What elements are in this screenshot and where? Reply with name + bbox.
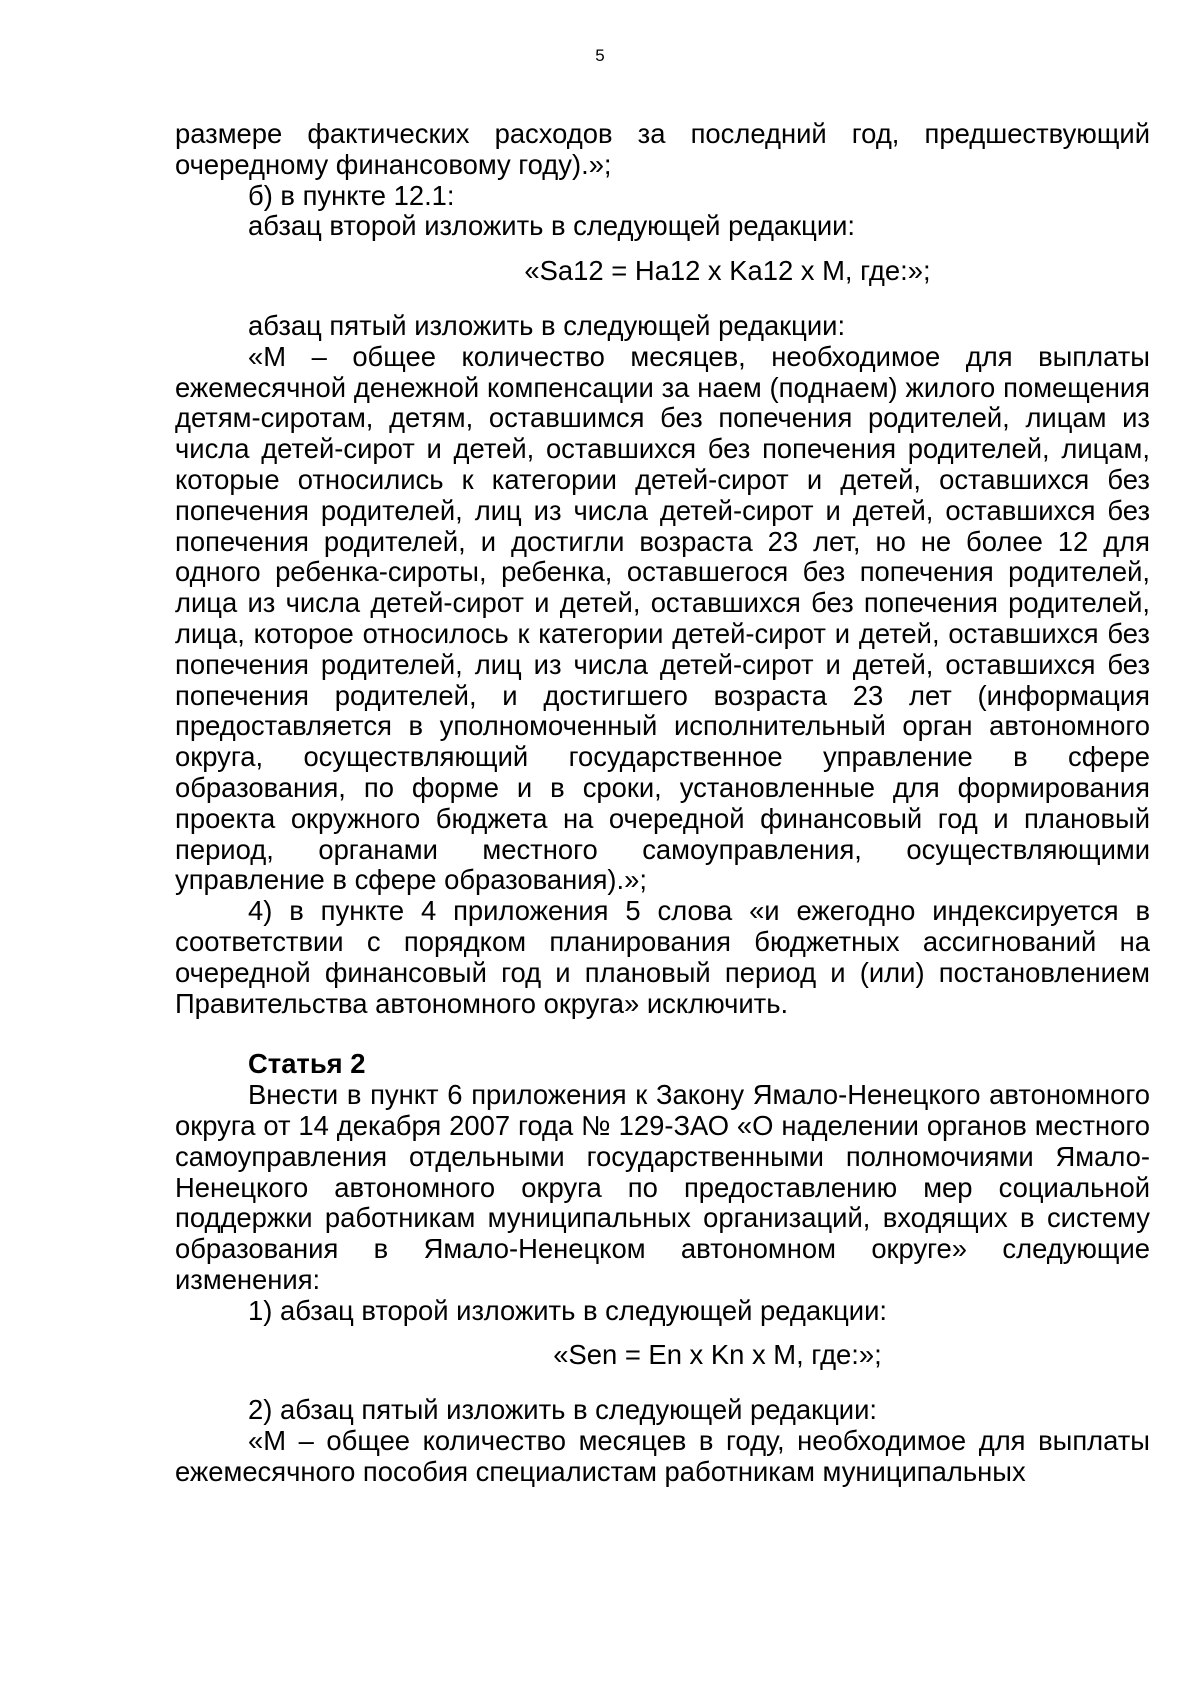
- paragraph-item-b: б) в пункте 12.1:: [248, 179, 455, 211]
- document-body: [175, 119, 1150, 1488]
- paragraph-instruction: абзац второй изложить в следующей редакции:: [248, 210, 856, 242]
- paragraph-article-2-intro: Внести в пункт 6 приложения к Закону Ямало-Ненецкого автономного округа от 14 декабря 2007 года № 129-ЗАО «О наделении органов местного самоуправления отдельными государственными полномочиями Ямало-Ненецкого автономного округа по предоставлению мер социальной поддержки работникам муниципальных организаций, входящих в систему образования в Ямало-Ненецком автономном округе» следующие изменения:: [175, 1079, 1150, 1295]
- paragraph-continuation: размере фактических расходов за последний год, предшествующий очередному финансовому году).»;: [175, 118, 1150, 180]
- formula-sen: «Sen = En x Kn x M, где:»;: [553, 1339, 882, 1371]
- formula-sa12: «Sa12 = Ha12 x Ka12 x M, где:»;: [524, 255, 931, 287]
- page-number: 5: [595, 46, 605, 65]
- paragraph-definition-m: «М – общее количество месяцев, необходимое для выплаты ежемесячной денежной компенсации за наем (поднаем) жилого помещения детям-сиротам, детям, оставшимся без попечения родителей, лицам из числа детей-сирот и детей, оставшихся без попечения родителей, лицам, которые относились к категории детей-сирот и детей, оставшихся без попечения родителей, лиц из числа детей-сирот и детей, оставшихся без попечения родителей, и достигли возраста 23 лет, но не более 12 для одного ребенка-сироты, ребенка, оставшегося без попечения родителей, лица из числа детей-сирот и детей, оставшихся без попечения родителей, лица, которое относилось к категории детей-сирот и детей, оставшихся без попечения родителей, лиц из числа детей-сирот и детей, оставшихся без попечения родителей, и достигшего возраста 23 лет (информация предоставляется в уполномоченный исполнительный орган автономного округа, осуществляющий государственное управление в сфере образования, по форме и в сроки, установленные для формирования проекта окружного бюджета на очередной финансовый год и плановый период, органами местного самоуправления, осуществляющими управление в сфере образования).»;: [175, 340, 1150, 896]
- paragraph-item-1: 1) абзац второй изложить в следующей редакции:: [248, 1294, 888, 1326]
- paragraph-item-4: 4) в пункте 4 приложения 5 слова «и ежегодно индексируется в соответствии с порядком планирования бюджетных ассигнований на очередной финансовый год и плановый период и (или) постановлением Правительства автономного округа» исключить.: [175, 895, 1150, 1019]
- paragraph-item-2: 2) абзац пятый изложить в следующей редакции:: [248, 1394, 878, 1426]
- paragraph-instruction-5: абзац пятый изложить в следующей редакции:: [248, 309, 846, 341]
- paragraph-definition-m-2: «М – общее количество месяцев в году, необходимое для выплаты ежемесячного пособия специалистам работникам муниципальных: [175, 1425, 1150, 1487]
- article-heading: Статья 2: [248, 1048, 366, 1080]
